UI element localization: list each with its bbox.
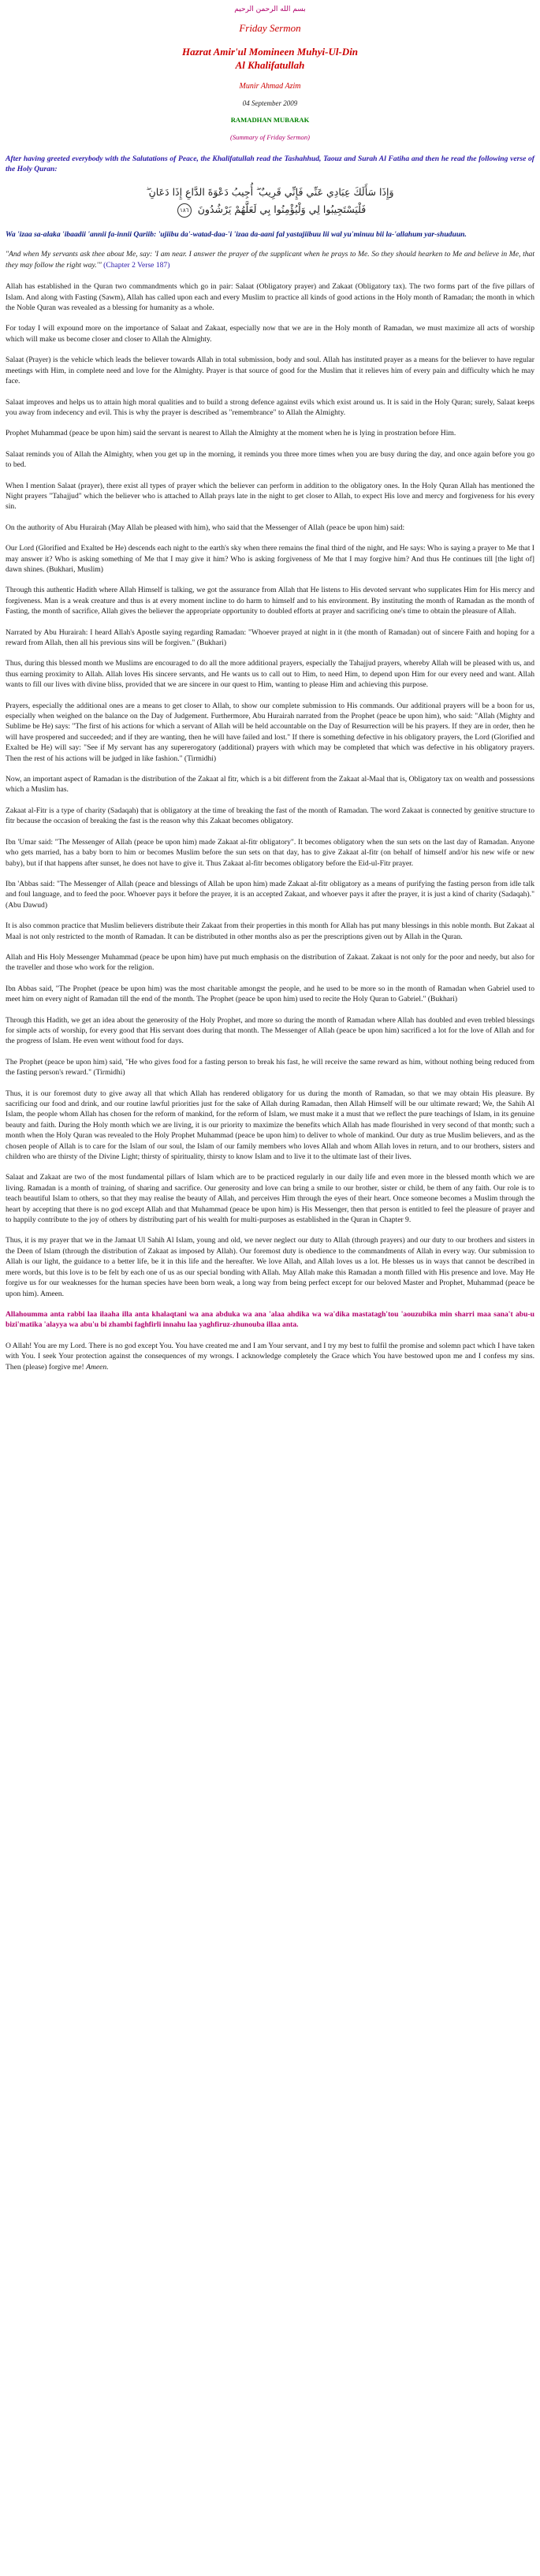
closing-ameen: Ameen.: [86, 1362, 109, 1372]
sermon-paragraph: Through this authentic Hadith where Allah Himself is talking, we got the assurance from Allah that He listens to His devoted servant who supplicates Him for His mercy and forgiveness. Man is a weak creature and thus is at every moment incline to do harm to himself and to his environment. By instituting the month of Ramadan as the month of Fasting, the month of sacrifice, Allah gives the believer the appropriate opportunity to doubled efforts at prayer and sacrificing one's time to obtain the pleasure of Allah.: [6, 586, 534, 616]
sermon-paragraph: Salaat (Prayer) is the vehicle which leads the believer towards Allah in total submission, body and soul. Allah has instituted prayer as a means for the believer to have regular meetings with Him, in complete need and love for the Almighty. Prayer is that source of good for the Muslim that it relieves him of every pain and difficulty which he may face.: [6, 356, 534, 386]
sermon-paragraph: When I mention Salaat (prayer), there exist all types of prayer which the believer can perform in addition to the obligatory ones. In the Holy Quran Allah has mentioned the Night prayers "Tahajjud" which the believer who is attached to Allah prays late in the night to get closer to Allah, to expect His love and mercy and forgiveness for his every sin.: [6, 481, 534, 512]
page-title: Friday Sermon: [239, 22, 301, 35]
sermon-paragraph: The Prophet (peace be upon him) said, "He who gives food for a fasting person to break his fast, he will receive the same reward as him, without nothing being reduced from the fasting person's reward." (Tirmidhi): [6, 1057, 534, 1078]
sermon-paragraph: Salaat reminds you of Allah the Almighty, when you get up in the morning, it reminds you three more times when you are busy during the day, and once again before you go to bed.: [6, 449, 534, 470]
sermon-paragraph: Allah has established in the Quran two commandments which go in pair: Salaat (Obligatory prayer) and Zakaat (Obligatory tax). The two forms part of the five pillars of Islam. And along with Fasting (Sawm), Allah has called upon each and every Muslim to practice all kinds of good actions in the Holy month of Ramadan; the month in which the Noble Quran was revealed as a blessing for humanity as a whole.: [6, 282, 534, 313]
author: Munir Ahmad Azim: [239, 82, 301, 91]
sermon-paragraph: It is also common practice that Muslim believers distribute their Zakaat from their properties in this month for Allah has put many blessings in this noble month. But Zakaat al Maal is not only restricted to the month of Ramadan. It can be distributed in other months also as per the prescriptions given out by Allah in the Quran.: [6, 921, 534, 941]
verse-number-mark: ١٨٦: [177, 203, 192, 218]
sermon-paragraph: Now, an important aspect of Ramadan is the distribution of the Zakaat al fitr, which is a bit different from the Zakaat al-Maal that is, Obligatory tax on wealth and possessions which a Muslim has.: [6, 775, 534, 795]
sermon-paragraph: For today I will expound more on the importance of Salaat and Zakaat, especially now that we are in the Holy month of Ramadan, we must maximize all acts of worship which will make us become closer and closer to Allah the Almighty.: [6, 324, 534, 344]
sermon-paragraph: Through this Hadith, we get an idea about the generosity of the Holy Prophet, and more so during the month of Ramadan where Allah has doubled and even trebled blessings for simple acts of worship, for every good that His servant does during that month. The Messenger of Allah (peace be upon him) sacrificed a lot for the love of Allah and for the progress of Islam. He even went without food for days.: [6, 1015, 534, 1046]
arabic-verse: [6, 184, 534, 218]
sermon-paragraph: Thus, it is our foremost duty to give away all that which Allah has rendered obligatory for us during the month of Ramadan, so that we may obtain His pleasure. By sacrificing our food and drink, and our routine lawful priorities just for the sake of Allah during Ramadan, then Allah Himself will be our ultimate reward; We, the Sahih Al Islam, the people whom Allah has chosen for the reform of mankind, for the reform of Islam, we must make it a must that we reflect the pure teachings of Islam, in its genuine beauty and faith. During the Holy month which we are living, it is our priority to maximize the benefits which Allah has made flourished in very second of that month; such a month when the Holy Quran was revealed to the Holy Prophet Muhammad (peace be upon him) to deliver to whole of mankind. Our duty as true Muslim believers, and as the chosen people of Allah is to care for the Islam of our soul, the Islam of our family members who loves Allah and whom Allah loves in return, and to our brothers, sisters and children who are thirsty of the Divine Light; thirsty of spirituality, thirsty to know Islam and to live it to the ultimate last of their lives.: [6, 1089, 534, 1162]
transliteration: Wa 'izaa sa-alaka 'ibaadii 'annii fa-innii Qariib: 'ujiibu da'-watad-daa-'i 'izaa da-aani fal yastajiibuu lii wal yu'minuu bii la-'allahum yar-shuduun.: [6, 230, 467, 240]
sermon-paragraph: Ibn 'Umar said: "The Messenger of Allah (peace be upon him) made Zakaat al-fitr obligatory". It becomes obligatory when the sun sets on the last day of Ramadan. Anyone who gets married, has a baby born to him or becomes Muslim before the sun sets on that day, has to give Zakaat al-fitr (on behalf of himself and/or his new wife or new baby), but if that happens after sunset, he does not have to give it. Thus Zakaat al-fitr becomes obligatory before the Eid-ul-Fitr prayer.: [6, 837, 534, 868]
verse-translation: [6, 249, 534, 270]
sermon-paragraph: Allah and His Holy Messenger Muhammad (peace be upon him) have put much emphasis on the distribution of Zakaat. Zakaat is not only for the poor and needy, but also for the traveller and those who work for the religion.: [6, 952, 534, 973]
sermon-paragraph: Thus, it is my prayer that we in the Jamaat Ul Sahih Al Islam, young and old, we never neglect our duty to Allah (through prayers) and our duty to our brothers and sisters in the Deen of Islam (through the distribution of Zakaat as imposed by Allah). Our foremost duty is obedience to the commandments of Allah in every way. Our submission to Allah is our light, the guidance to a better life, be it in this life and the hereafter. We love Allah, and Allah loves us a lot. He blesses us in ways that cannot be described in mere words, but this love is to be felt by each one of us as our special bonding with Allah. May Allah make this Ramadan a month filled with His presence and love. May He forgive us for our weaknesses for the human species have been born weak, a long way from being perfect except for our beloved Master and Prophet, Muhammad (peace be upon him). Ameen.: [6, 1236, 534, 1298]
sermon-paragraph: Narrated by Abu Hurairah: I heard Allah's Apostle saying regarding Ramadan: "Whoever prayed at night in it (the month of Ramadan) out of sincere Faith and hoping for a reward from Allah, then all his previous sins will be forgiven." (Bukhari): [6, 627, 534, 647]
sermon-paragraph: Prayers, especially the additional ones are a means to get closer to Allah, to show our complete submission to His commands. Our additional prayers will be a boon for us, especially when weighed on the balance on the Day of Judgement. Furthermore, Abu Hurairah narrated from the Prophet (peace be upon him), who said: "Allah (Mighty and Sublime be He) says: "The first of his actions for which a servant of Allah will be held accountable on the Day of Resurrection will be his prayers. If they are in order, then he will have prospered and succeeded; and if they are wanting, then he will have failed and lost." If there is something defective in his obligatory prayers, the Lord (Glorified and Exalted be He) will say: "See if My servant has any supererogatory (additional) prayers with which may be completed that which was defective in his obligatory prayers. Then the rest of his actions will be judged in like fashion." (Tirmidhi): [6, 701, 534, 763]
sermon-paragraph: Salaat improves and helps us to attain high moral qualities and to build a strong defence against evils which exist around us. It is said in the Holy Quran; surely, Salaat keeps you away from indecency and evil. This is why the prayer is described as "remembrance" to Allah the Almighty.: [6, 397, 534, 417]
sermon-body: [6, 281, 534, 1299]
closing-dua-english-text: O Allah! You are my Lord. There is no god except You. You have created me and I am Your servant, and I try my best to fulfil the promise and solemn pact which I have taken with You. I seek Your protection against the consequences of my wrongs. I acknowledge completely the Grace which You have bestowed upon me and I confess my sins. Then (please) forgive me!: [6, 1341, 534, 1372]
subtitle: RAMADHAN MUBARAK: [230, 116, 310, 125]
verse-reference: (Chapter 2 Verse 187): [103, 260, 170, 270]
sermon-paragraph: Thus, during this blessed month we Muslims are encouraged to do all the more additional prayers, especially the Tahajjud prayers, whereby Allah will be pleased with us, and thus earning proximity to Allah. Allah loves His sincere servants, and He wants us to call out to Him, to need Him, to depend upon Him for our every need and want. Allah wants to fill our lives with divine bliss, provided that we are sincere in our quest to Him, wanting to please Him and achieving this purpose.: [6, 659, 534, 690]
hazrat-title-line1: Hazrat Amir'ul Momineen Muhyi-Ul-Din: [181, 46, 359, 58]
sermon-paragraph: Ibn Abbas said, "The Prophet (peace be upon him) was the most charitable amongst the people, and he used to be more so in the month of Ramadan when Gabriel used to meet him on every night of Ramadan till the end of the month. The Prophet (peace be upon him) used to recite the Holy Quran to Gabriel." (Bukhari): [6, 984, 534, 1004]
sermon-paragraph: Zakaat al-Fitr is a type of charity (Sadaqah) that is obligatory at the time of breaking the fast of the month of Ramadan. The word Zakaat is connected by genitive structure to fitr because the occasion of breaking the fast is the reason why this Zakaat becomes obligatory.: [6, 806, 534, 826]
arabic-verse-line2: [6, 201, 534, 218]
closing-dua-transliteration: Allahoumma anta rabbi laa ilaaha illa anta khalaqtani wa ana abduka wa ana 'alaa ahdika wa wa'dika mastatagh'tou 'aouzubika min sharri maa sana't abu-u bizi'matika 'alayya wa abu'u bi zhambi faghfirli innahu laa yaghfiruz-zhunouba illaa anta.: [6, 1309, 534, 1330]
arabic-verse-line1: وَإِذَا سَأَلَكَ عِبَادِي عَنِّي فَإِنِّي قَرِيبٌ ۖ أُجِيبُ دَعْوَةَ الدَّاعِ إِذَا دَعَانِ ۖ: [146, 186, 394, 199]
sermon-paragraph: Our Lord (Glorified and Exalted be He) descends each night to the earth's sky when there remains the final third of the night, and He says: Who is saying a prayer to Me that I may answer it? Who is asking something of Me that I may give it him? Who is asking forgiveness of Me that I may forgive him? And thus He continues till [the light of] dawn shines. (Bukhari, Muslim): [6, 544, 534, 574]
arabic-verse-line2-text: فَلْيَسْتَجِيبُوا لِي وَلْيُؤْمِنُوا بِي لَعَلَّهُمْ يَرْشُدُونَ: [197, 203, 367, 216]
hazrat-title-line2: Al Khalifatullah: [235, 59, 305, 72]
sermon-paragraph: Prophet Muhammad (peace be upon him) said the servant is nearest to Allah the Almighty at the moment when he is lying in prostration before Him.: [6, 429, 456, 438]
sermon-paragraph: On the authority of Abu Hurairah (May Allah be pleased with him), who said that the Messenger of Allah (peace be upon him) said:: [6, 523, 405, 532]
sermon-paragraph: Salaat and Zakaat are two of the most fundamental pillars of Islam which are to be practiced regularly in our daily life and even more in the blessed month which we are living. Ramadan is a month of training, of sharing and sacrifice. Our generosity and love can bring a smile to our brother, sister or child, be them of any faith. Our role is to teach beautiful Islam to others, so that they may realise the beauty of Allah, and perceives Him through the eyes of their heart. Once someone becomes a Muslim through the heart by accepting that there is no god except Allah and that Muhammad (peace be upon him) is His Messenger, then that person is entitled to feel the pleasure of prayer and to happily contribute to the joy of others by distributing part of his wealth for multi-purposes as established in the Quran in Chapter 9.: [6, 1173, 534, 1225]
summary-note: (Summary of Friday Sermon): [230, 132, 310, 141]
sermon-paragraph: Ibn 'Abbas said: "The Messenger of Allah (peace and blessings of Allah be upon him) made Zakaat al-fitr obligatory as a means of purifying the fasting person from idle talk and foul language, and to feed the poor. Whoever pays it before the prayer, it is an accepted Zakaat, and whoever pays it after the prayer, it is just a kind of charity (Sadaqah)." (Abu Dawud): [6, 879, 534, 910]
sermon-date: 04 September 2009: [242, 99, 298, 107]
closing-dua-english: [6, 1341, 534, 1372]
verse-translation-text: "And when My servants ask thee about Me, say: 'I am near. I answer the prayer of the supplicant when he prays to Me. So they should hearken to Me and believe in Me, that they may follow the right way.'": [6, 250, 534, 270]
intro-paragraph: After having greeted everybody with the Salutations of Peace, the Khalifatullah read the Tashahhud, Taouz and Surah Al Fatiha and then he read the following verse of the Holy Quran:: [6, 154, 534, 174]
bismillah: بسم الله الرحمن الرحيم: [234, 6, 306, 13]
